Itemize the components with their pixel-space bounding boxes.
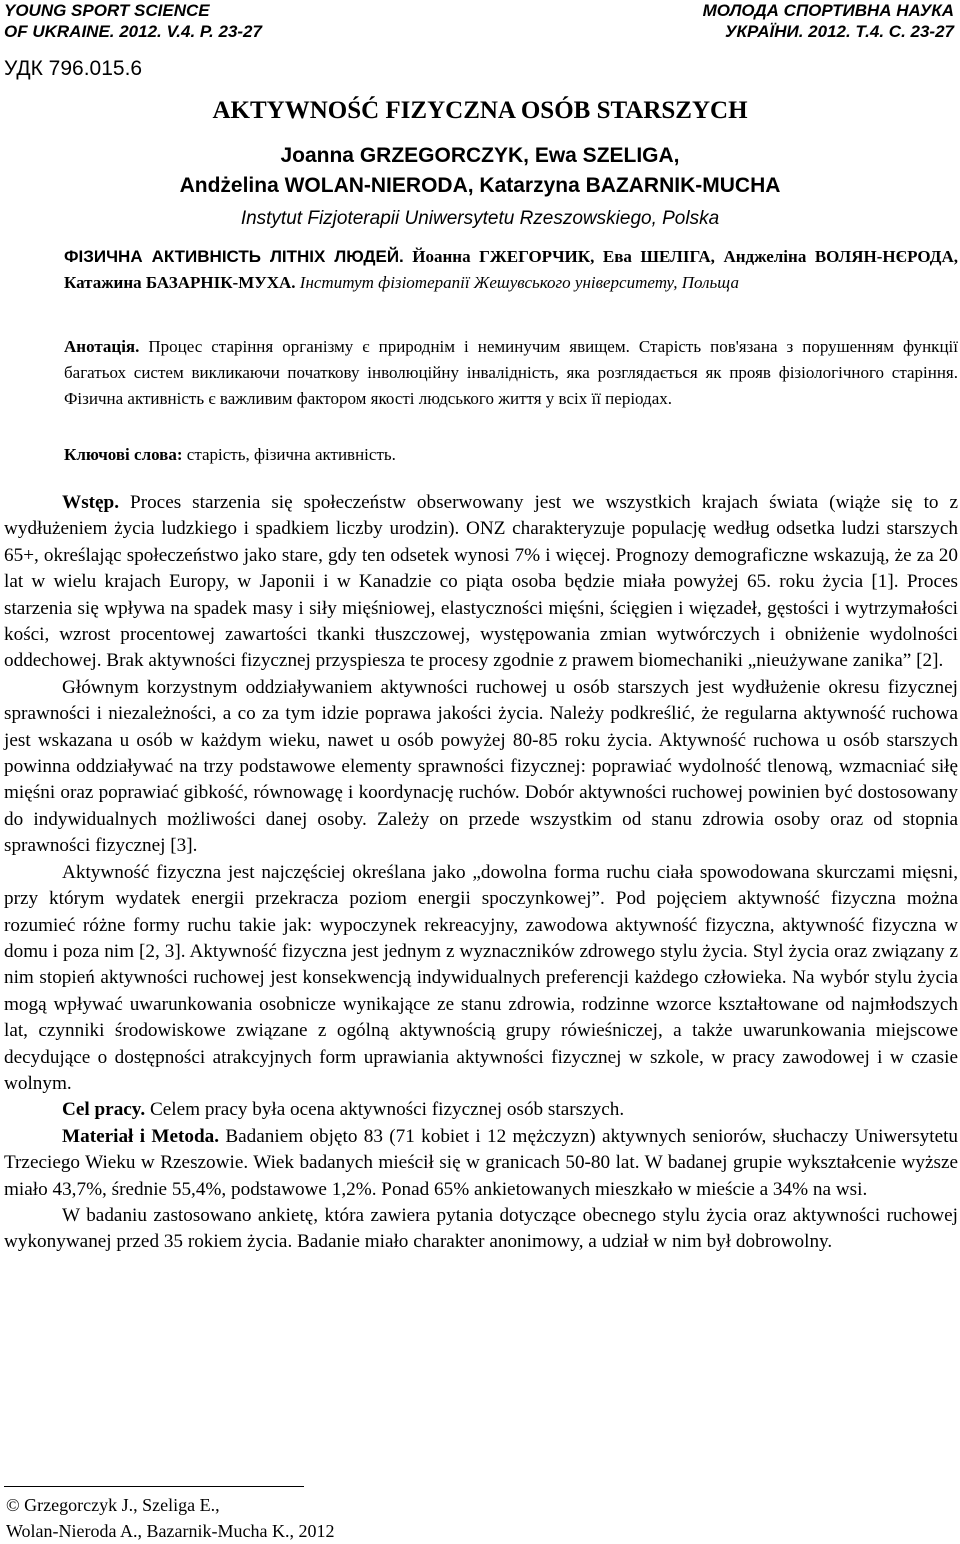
keywords-text: старість, фізична активність. bbox=[186, 445, 396, 464]
journal-issue-en: OF UKRAINE. 2012. V.4. P. 23-27 bbox=[4, 22, 262, 41]
intro-label: Wstęp. bbox=[62, 492, 120, 513]
method-label: Materiał i Metoda. bbox=[62, 1125, 220, 1147]
journal-header-en bbox=[4, 0, 262, 42]
authors-line-2: Andżelina WOLAN-NIERODA, Katarzyna BAZARNIK-MUCHA bbox=[179, 174, 781, 197]
ukrainian-authors: Йоанна ГЖЕГОРЧИК, Ева ШЕЛІГА, Анджеліна ВОЛЯН-НЄРОДА, Катажина БАЗАРНІК-МУХА. bbox=[64, 247, 959, 292]
ukrainian-title-block bbox=[64, 244, 958, 296]
udk-code: УДК 796.015.6 bbox=[4, 57, 143, 80]
journal-name-ua: МОЛОДА СПОРТИВНА НАУКА bbox=[702, 1, 954, 20]
aim-paragraph bbox=[4, 1097, 958, 1123]
ukrainian-institution: Інститут фізіотерапії Жешувського університету, Польща bbox=[299, 273, 740, 292]
body-paragraph: Aktywność fizyczna jest najczęściej określana jako „dowolna forma ruchu ciała spowodowana skurczami mięsni, przy którym wydatek energii przekracza poziom energii spoczynkowej”. Pod pojęciem aktywność fizyczna można rozumieć różne formy ruchu takie jak: wypoczynek rekreacyjny, zawodowa aktywność fizyczna, aktywność fizyczna w domu i poza nim [2, 3]. Aktywność fizyczna jest jednym z wyznaczników zdrowego stylu życia. Styl życia oraz związany z nim stopień aktywności ruchowej jest konsekwencją indywidualnych preferencji każdego człowieka. Na wybór stylu życia mogą wpływać uwarunkowania osobnicze wynikające ze stanu zdrowia, rodzinne wzorce kształtowane od najmłodszych lat, czynniki środowiskowe związane z ogólną aktywnością grupy rówieśniczej, a także uwarunkowania miejscowe decydujące o dostępności atrakcyjnych form uprawiania aktywności fizycznej w szkole, w pracy zawodowej i w czasie wolnym. bbox=[4, 861, 958, 1094]
copyright-footnote bbox=[6, 1492, 334, 1544]
keywords-label: Ключові слова: bbox=[64, 445, 183, 464]
body-paragraph: W badaniu zastosowano ankietę, która zawiera pytania dotyczące obecnego stylu życia oraz aktywności ruchowej wykonywanej przed 35 rokiem życia. Badanie miało charakter anonimowy, a udział w nim był dobrowolny. bbox=[4, 1204, 958, 1253]
authors-line-1: Joanna GRZEGORCZYK, Ewa SZELIGA, bbox=[280, 144, 680, 167]
intro-paragraph bbox=[4, 490, 958, 675]
institution: Instytut Fizjoterapii Uniwersytetu Rzeszowskiego, Polska bbox=[240, 208, 720, 229]
method-text: Badaniem objęto 83 (71 kobiet i 12 mężczyzn) aktywnych seniorów, słuchaczy Uniwersytetu Trzeciego Wieku w Rzeszowie. Wiek badanych mieścił się w granicach 50-80 lat. W badanej grupie wykształcenie wyższe miało 43,7%, średnie 55,4%, podstawowe 1,2%. Ponad 65% ankietowanych mieszkało w mieście a 34% na wsi. bbox=[4, 1125, 959, 1200]
aim-text: Celem pracy była ocena aktywności fizycznej osób starszych. bbox=[149, 1099, 625, 1121]
footnote-line-2: Wolan-Nieroda A., Bazarnik-Mucha K., 2012 bbox=[6, 1521, 335, 1541]
footnote-line-1: © Grzegorczyk J., Szeliga E., bbox=[6, 1495, 220, 1515]
intro-text: Proces starzenia się społeczeństw obserwowany jest we wszystkich krajach świata (wiąże się to z wydłużeniem życia ludzkiego i spadkiem liczby urodzin). ONZ charakteryzuje populację według odsetka ludzi starszych 65+, określając społeczeństwo jako stare, gdy ten odsetek wynosi 7% i więcej. Prognozy demograficzne wskazują, że za 20 lat w wielu krajach Europy, w Japonii i w Kanadzie co piąta osoba będzie miała powyżej 65. roku życia [1]. Proces starzenia się wpływa na spadek masy i siły mięśniowej, elastyczności mięśni, ścięgien i więzadeł, gęstości i wytrzymałości kości, wzrost procentowej zawartości tkanki tłuszczowej, występowania zmian wytwórczych i obniżenie wydolności oddechowej. Brak aktywności fizycznej przyspiesza te procesy zgodnie z prawem biomechaniki „nieużywane zanika” [2]. bbox=[4, 492, 958, 672]
keywords bbox=[64, 442, 958, 468]
ukrainian-title: ФІЗИЧНА АКТИВНІСТЬ ЛІТНІХ ЛЮДЕЙ. bbox=[64, 247, 404, 266]
annotation-label: Анотація. bbox=[64, 337, 140, 356]
journal-issue-ua: УКРАЇНИ. 2012. Т.4. С. 23-27 bbox=[724, 22, 954, 41]
annotation-text: Процес старіння організму є природнім і неминучим явищем. Старість пов'язана з порушенням функції багатьох систем викликаючи початкову інволюційну інвалідність, яка розглядається як прояв фізіологічного старіння. Фізична активність є важливим фактором якості людського життя у всіх її періодах. bbox=[64, 337, 958, 408]
aim-label: Cel pracy. bbox=[62, 1099, 146, 1121]
annotation bbox=[64, 334, 958, 412]
method-paragraph bbox=[4, 1124, 958, 1203]
body-paragraph: Głównym korzystnym oddziaływaniem aktywności ruchowej u osób starszych jest wydłużenie okresu fizycznej sprawności i niezależności, a co za tym idzie poprawa jakości życia. Należy podkreślić, że regularna aktywność ruchowa jest wskazana u osób w każdym wieku, nawet u osób powyżej 80-85 roku życia. Aktywność ruchowa u osób starszych powinna oddziaływać na trzy podstawowe elementy sprawności fizycznej: poprawiać wydolność tlenową, wzmacniać siłę mięśni oraz poprawiać gibkość, równowagę i koordynację ruchów. Dobór aktywności ruchowej powinien być dostosowany do indywidualnych możliwości danej osoby. Zależy on przede wszystkim od stanu zdrowia osoby oraz od stopnia sprawności fizycznej [3]. bbox=[4, 676, 958, 857]
footnote-divider bbox=[4, 1486, 304, 1487]
journal-name-en: YOUNG SPORT SCIENCE bbox=[4, 1, 210, 20]
paper-title: AKTYWNOŚĆ FIZYCZNA OSÓB STARSZYCH bbox=[212, 97, 748, 124]
article-body bbox=[4, 490, 958, 1256]
journal-header-ua bbox=[703, 0, 954, 42]
